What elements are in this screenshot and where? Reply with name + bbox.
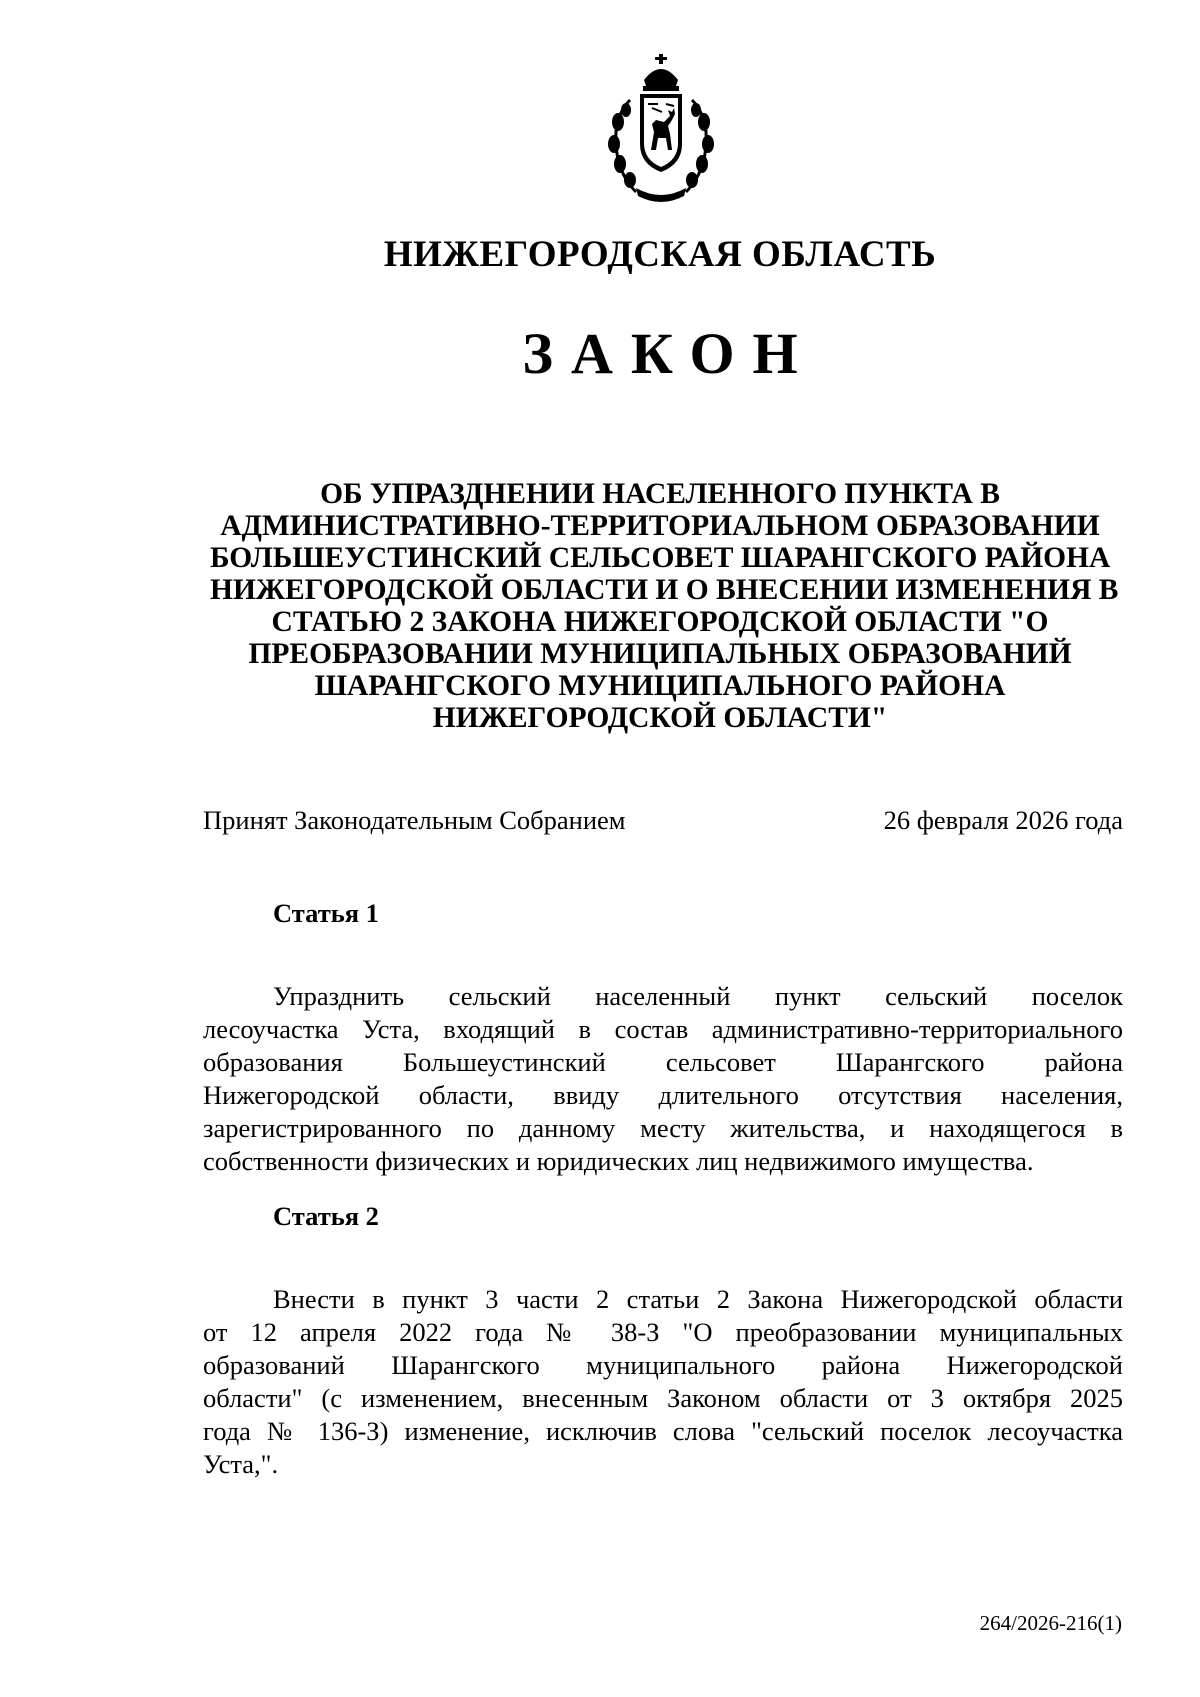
text-line: от 12 апреля 2022 года № 38-З "О преобразовании муниципальных [203,1317,1123,1347]
coat-of-arms-icon [596,52,726,202]
title-line: СТАТЬЮ 2 ЗАКОНА НИЖЕГОРОДСКОЙ ОБЛАСТИ "О [271,606,1049,638]
text-line: Уста,". [203,1449,279,1479]
law-title [210,478,1119,734]
text-line: собственности физических и юридических лиц недвижимого имущества. [203,1146,1034,1176]
text-line: Нижегородской области, ввиду длительного отсутствия населения, [203,1080,1123,1110]
adopted-by: Принят Законодательным Собранием [203,805,626,835]
title-line: НИЖЕГОРОДСКОЙ ОБЛАСТИ" [432,702,888,734]
title-line: НИЖЕГОРОДСКОЙ ОБЛАСТИ И О ВНЕСЕНИИ ИЗМЕНЕНИЯ В [210,574,1119,606]
document-type: ЗАКОН [522,321,816,386]
title-line: БОЛЬШЕУСТИНСКИЙ СЕЛЬСОВЕТ ШАРАНГСКОГО РАЙОНА [210,542,1111,574]
text-line: зарегистрированного по данному месту жительства, и находящегося в [203,1113,1123,1143]
title-line: ПРЕОБРАЗОВАНИИ МУНИЦИПАЛЬНЫХ ОБРАЗОВАНИЙ [248,638,1072,670]
text-line: Внести в пункт 3 части 2 статьи 2 Закона Нижегородской области [273,1284,1123,1314]
adoption-date: 26 февраля 2026 года [883,805,1123,835]
title-line: ОБ УПРАЗДНЕНИИ НАСЕЛЕННОГО ПУНКТА В [320,478,1000,510]
document-number: 264/2026-216(1) [979,1611,1122,1635]
region-name: НИЖЕГОРОДСКАЯ ОБЛАСТЬ [383,234,937,275]
text-line: года № 136-З) изменение, исключив слова "сельский поселок лесоучастка [203,1416,1123,1446]
text-line: образования Большеустинский сельсовет Шарангского района [203,1047,1123,1077]
text-line: области" (с изменением, внесенным Законом области от 3 октября 2025 [203,1383,1123,1413]
text-line: образований Шарангского муниципального района Нижегородской [203,1350,1123,1380]
article-1-text [203,980,1123,1178]
title-line: АДМИНИСТРАТИВНО-ТЕРРИТОРИАЛЬНОМ ОБРАЗОВАНИИ [220,510,1100,542]
article-2-heading: Статья 2 [273,1201,379,1231]
article-1-heading: Статья 1 [273,898,379,928]
text-line: лесоучастка Уста, входящий в состав административно-территориального [203,1014,1123,1044]
title-line: ШАРАНГСКОГО МУНИЦИПАЛЬНОГО РАЙОНА [314,670,1006,702]
text-line: Упразднить сельский населенный пункт сельский поселок [273,981,1123,1011]
article-2-text [203,1283,1123,1481]
